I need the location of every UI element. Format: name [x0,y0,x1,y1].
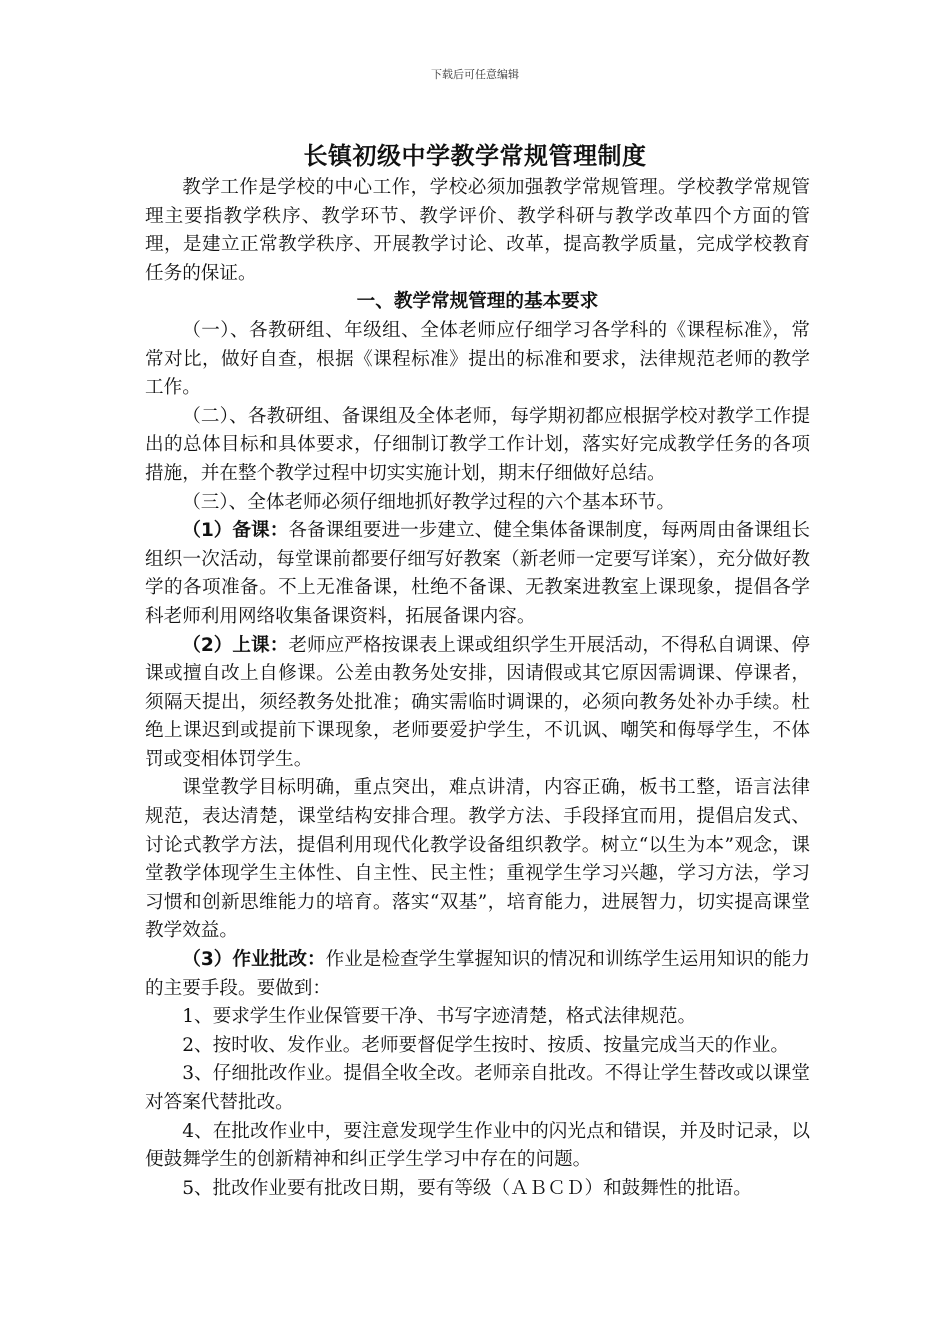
document-title: 长镇初级中学教学常规管理制度 [303,142,647,170]
header-note: 下载后可任意编辑 [431,68,519,81]
homework-item-4: 4、在批改作业中，要注意发现学生作业中的闪光点和错误，并及时记录，以便鼓舞学生的创新精神和纠正学生学习中存在的问题。 [145,1120,810,1171]
homework-item-5: 5、批改作业要有批改日期，要有等级（ＡＢＣＤ）和鼓舞性的批语。 [182,1177,752,1199]
teaching-label: （2）上课： [182,634,289,656]
teaching-text: 老师应严格按课表上课或组织学生开展活动，不得私自调课、停课或擅自改上自修课。公差由教务处安排，因请假或其它原因需调课、停课者，须隔天提出，须经教务处批准；确实需临时调课的，必须向教务处补办手续。杜绝上课迟到或提前下课现象，老师要爱护学生，不讥讽、嘲笑和侮辱学生，不体罚或变相体罚学生。 [145,634,810,770]
classroom-paragraph: 课堂教学目标明确，重点突出，难点讲清，内容正确，板书工整，语言法律规范，表达清楚，课堂结构安排合理。教学方法、手段择宜而用，提倡启发式、讨论式教学方法，提倡利用现代化教学设备组织教学。树立“以生为本”观念，课堂教学体现学生主体性、自主性、民主性；重视学生学习兴趣，学习方法，学习习惯和创新思维能力的培育。落实“双基”，培育能力，进展智力，切实提高课堂教学效益。 [145,777,810,942]
teaching-paragraph [145,632,810,775]
lesson-prep-label: （1）备课： [182,520,289,542]
homework-label: （3）作业批改： [182,949,326,971]
requirement-paragraph-3: （三）、全体老师必须仔细地抓好教学过程的六个基本环节。 [182,491,675,513]
section-heading: 一、教学常规管理的基本要求 [356,291,599,313]
lesson-prep-text: 各备课组要进一步建立、健全集体备课制度，每两周由备课组长组织一次活动，每堂课前都要仔细写好教案（新老师一定要写详案），充分做好教学的各项准备。不上无准备课，杜绝不备课、无教案进教室上课现象，提倡各学科老师利用网络收集备课资料，拓展备课内容。 [145,520,810,627]
document-body [145,174,810,1203]
requirement-paragraph-2: （二）、各教研组、备课组及全体老师，每学期初都应根据学校对教学工作提出的总体目标和具体要求，仔细制订教学工作计划，落实好完成教学任务的各项措施，并在整个教学过程中切实实施计划，期末仔细做好总结。 [145,405,810,484]
homework-paragraph [145,946,810,1003]
intro-paragraph: 教学工作是学校的中心工作，学校必须加强教学常规管理。学校教学常规管理主要指教学秩序、教学环节、教学评价、教学科研与教学改革四个方面的管理，是建立正常教学秩序、开展教学讨论、改革，提高教学质量，完成学校教育任务的保证。 [145,177,810,284]
homework-item-2: 2、按时收、发作业。老师要督促学生按时、按质、按量完成当天的作业。 [182,1034,790,1056]
homework-item-1: 1、要求学生作业保管要干净、书写字迹清楚，格式法律规范。 [182,1006,697,1028]
lesson-prep-paragraph [145,517,810,631]
requirement-paragraph-1: （一）、各教研组、年级组、全体老师应仔细学习各学科的《课程标准》，常常对比，做好自查，根据《课程标准》提出的标准和要求，法律规范老师的教学工作。 [145,319,810,399]
homework-text: 作业是检查学生掌握知识的情况和训练学生运用知识的能力的主要手段。要做到： [145,949,810,999]
homework-item-3: 3、仔细批改作业。提倡全收全改。老师亲自批改。不得让学生替改或以课堂对答案代替批改。 [145,1063,810,1113]
